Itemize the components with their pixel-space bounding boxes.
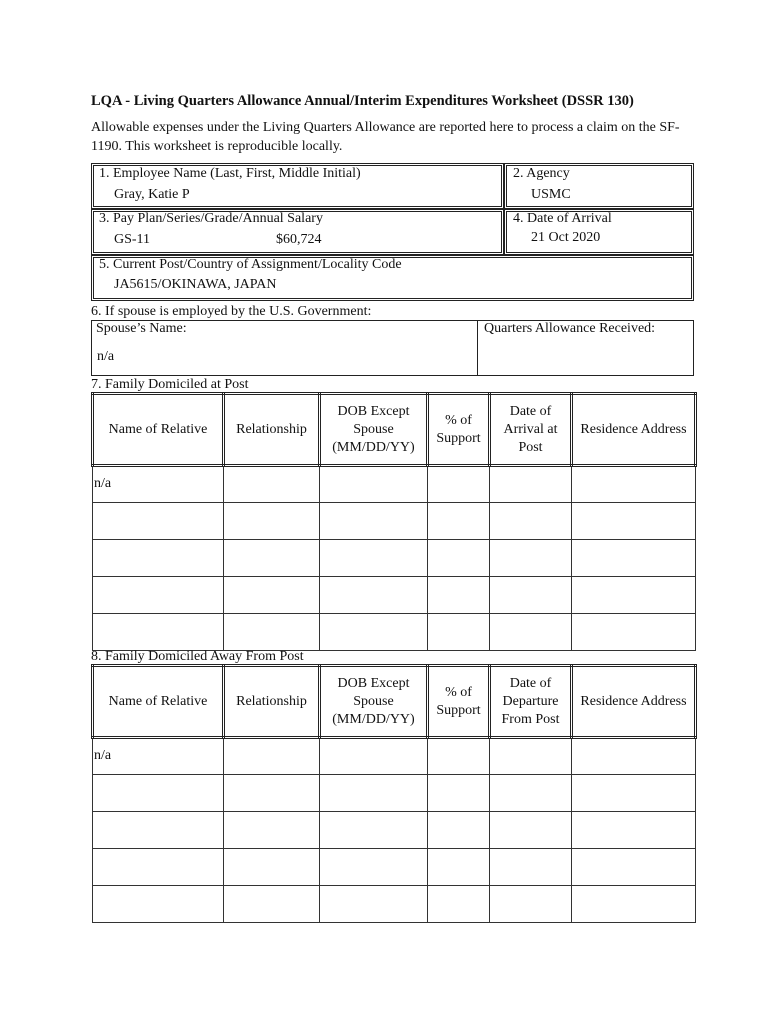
- table-row: [93, 775, 696, 812]
- family-away-label: 8. Family Domiciled Away From Post: [91, 649, 304, 664]
- arrival-label: 4. Date of Arrival: [513, 211, 612, 226]
- table-cell[interactable]: [224, 577, 320, 614]
- table-row: [93, 886, 696, 923]
- column-header: Date of Departure From Post: [490, 666, 572, 738]
- column-header: Date of Arrival at Post: [490, 394, 572, 466]
- quarters-allowance-label: Quarters Allowance Received:: [484, 321, 656, 336]
- family-away-table: [91, 664, 697, 923]
- table-header-row: [93, 394, 696, 466]
- table-cell[interactable]: [320, 577, 428, 614]
- table-cell[interactable]: [320, 738, 428, 775]
- table-cell[interactable]: [572, 849, 696, 886]
- pay-plan-label: 3. Pay Plan/Series/Grade/Annual Salary: [99, 211, 323, 226]
- table-cell[interactable]: [428, 503, 490, 540]
- table-cell[interactable]: [320, 886, 428, 923]
- table-cell[interactable]: [224, 812, 320, 849]
- table-cell[interactable]: [428, 812, 490, 849]
- employee-name-label: 1. Employee Name (Last, First, Middle Initial): [99, 166, 361, 181]
- column-header: DOB Except Spouse (MM/DD/YY): [320, 394, 428, 466]
- table-cell[interactable]: [93, 812, 224, 849]
- table-cell[interactable]: [428, 577, 490, 614]
- table-row: [93, 466, 696, 503]
- table-row: [93, 577, 696, 614]
- column-header: Relationship: [224, 394, 320, 466]
- table-cell[interactable]: [572, 466, 696, 503]
- table-row: [93, 849, 696, 886]
- table-row: [93, 738, 696, 775]
- column-header: Residence Address: [572, 666, 696, 738]
- table-cell[interactable]: [93, 614, 224, 651]
- table-cell[interactable]: [572, 738, 696, 775]
- column-header: DOB Except Spouse (MM/DD/YY): [320, 666, 428, 738]
- post-value[interactable]: JA5615/OKINAWA, JAPAN: [114, 277, 277, 292]
- table-cell[interactable]: [224, 503, 320, 540]
- table-cell[interactable]: [490, 886, 572, 923]
- employee-name-value[interactable]: Gray, Katie P: [114, 187, 190, 202]
- table-row: [93, 540, 696, 577]
- table-cell[interactable]: [93, 503, 224, 540]
- table-cell[interactable]: [224, 738, 320, 775]
- table-cell[interactable]: [490, 614, 572, 651]
- table-cell[interactable]: [428, 466, 490, 503]
- table-cell[interactable]: [320, 503, 428, 540]
- table-cell[interactable]: [320, 540, 428, 577]
- table-cell[interactable]: [428, 614, 490, 651]
- table-cell[interactable]: [490, 738, 572, 775]
- table-row: [93, 614, 696, 651]
- table-cell[interactable]: [320, 775, 428, 812]
- table-cell[interactable]: [428, 849, 490, 886]
- agency-value[interactable]: USMC: [531, 187, 571, 202]
- table-cell[interactable]: [93, 540, 224, 577]
- arrival-value[interactable]: 21 Oct 2020: [531, 230, 601, 245]
- table-cell[interactable]: [93, 849, 224, 886]
- column-header: Name of Relative: [93, 666, 224, 738]
- table-cell[interactable]: [572, 775, 696, 812]
- post-label: 5. Current Post/Country of Assignment/Locality Code: [99, 257, 402, 272]
- family-at-post-table: [91, 392, 697, 651]
- table-cell[interactable]: [320, 849, 428, 886]
- table-cell[interactable]: [320, 812, 428, 849]
- column-header: % of Support: [428, 666, 490, 738]
- table-cell[interactable]: [490, 812, 572, 849]
- table-cell[interactable]: [320, 614, 428, 651]
- column-header: Relationship: [224, 666, 320, 738]
- table-cell[interactable]: [572, 577, 696, 614]
- table-cell[interactable]: [224, 540, 320, 577]
- table-cell[interactable]: [572, 886, 696, 923]
- spouse-name-label: Spouse’s Name:: [96, 321, 187, 336]
- table-cell[interactable]: [93, 577, 224, 614]
- table-cell[interactable]: [572, 503, 696, 540]
- intro-text: Allowable expenses under the Living Quarters Allowance are reported here to process a claim on the SF-1190. This worksheet is reproducible locally.: [91, 120, 680, 154]
- table-cell[interactable]: [490, 775, 572, 812]
- table-cell[interactable]: [224, 886, 320, 923]
- table-cell[interactable]: [428, 775, 490, 812]
- table-cell[interactable]: [490, 849, 572, 886]
- table-cell[interactable]: [490, 503, 572, 540]
- table-cell[interactable]: [428, 886, 490, 923]
- table-cell[interactable]: [224, 466, 320, 503]
- table-cell[interactable]: n/a: [93, 466, 224, 503]
- table-cell[interactable]: [320, 466, 428, 503]
- table-cell[interactable]: [224, 849, 320, 886]
- table-cell[interactable]: [572, 614, 696, 651]
- column-header: % of Support: [428, 394, 490, 466]
- salary-value[interactable]: $60,724: [276, 232, 322, 247]
- table-cell[interactable]: [572, 540, 696, 577]
- table-cell[interactable]: [490, 577, 572, 614]
- table-cell[interactable]: [428, 540, 490, 577]
- page-title: LQA - Living Quarters Allowance Annual/Interim Expenditures Worksheet (DSSR 130): [91, 93, 634, 109]
- agency-label: 2. Agency: [513, 166, 570, 181]
- table-cell[interactable]: [572, 812, 696, 849]
- table-cell[interactable]: n/a: [93, 738, 224, 775]
- family-at-post-label: 7. Family Domiciled at Post: [91, 377, 249, 392]
- pay-plan-value[interactable]: GS-11: [114, 232, 151, 247]
- table-cell[interactable]: [224, 775, 320, 812]
- table-cell[interactable]: [490, 540, 572, 577]
- spouse-section-label: 6. If spouse is employed by the U.S. Government:: [91, 304, 372, 319]
- table-header-row: [93, 666, 696, 738]
- column-header: Name of Relative: [93, 394, 224, 466]
- table-row: [93, 503, 696, 540]
- table-cell[interactable]: [93, 775, 224, 812]
- table-cell[interactable]: [224, 614, 320, 651]
- table-cell[interactable]: [93, 886, 224, 923]
- column-header: Residence Address: [572, 394, 696, 466]
- table-cell[interactable]: [428, 738, 490, 775]
- table-cell[interactable]: [490, 466, 572, 503]
- spouse-name-value[interactable]: n/a: [97, 349, 115, 364]
- table-row: [93, 812, 696, 849]
